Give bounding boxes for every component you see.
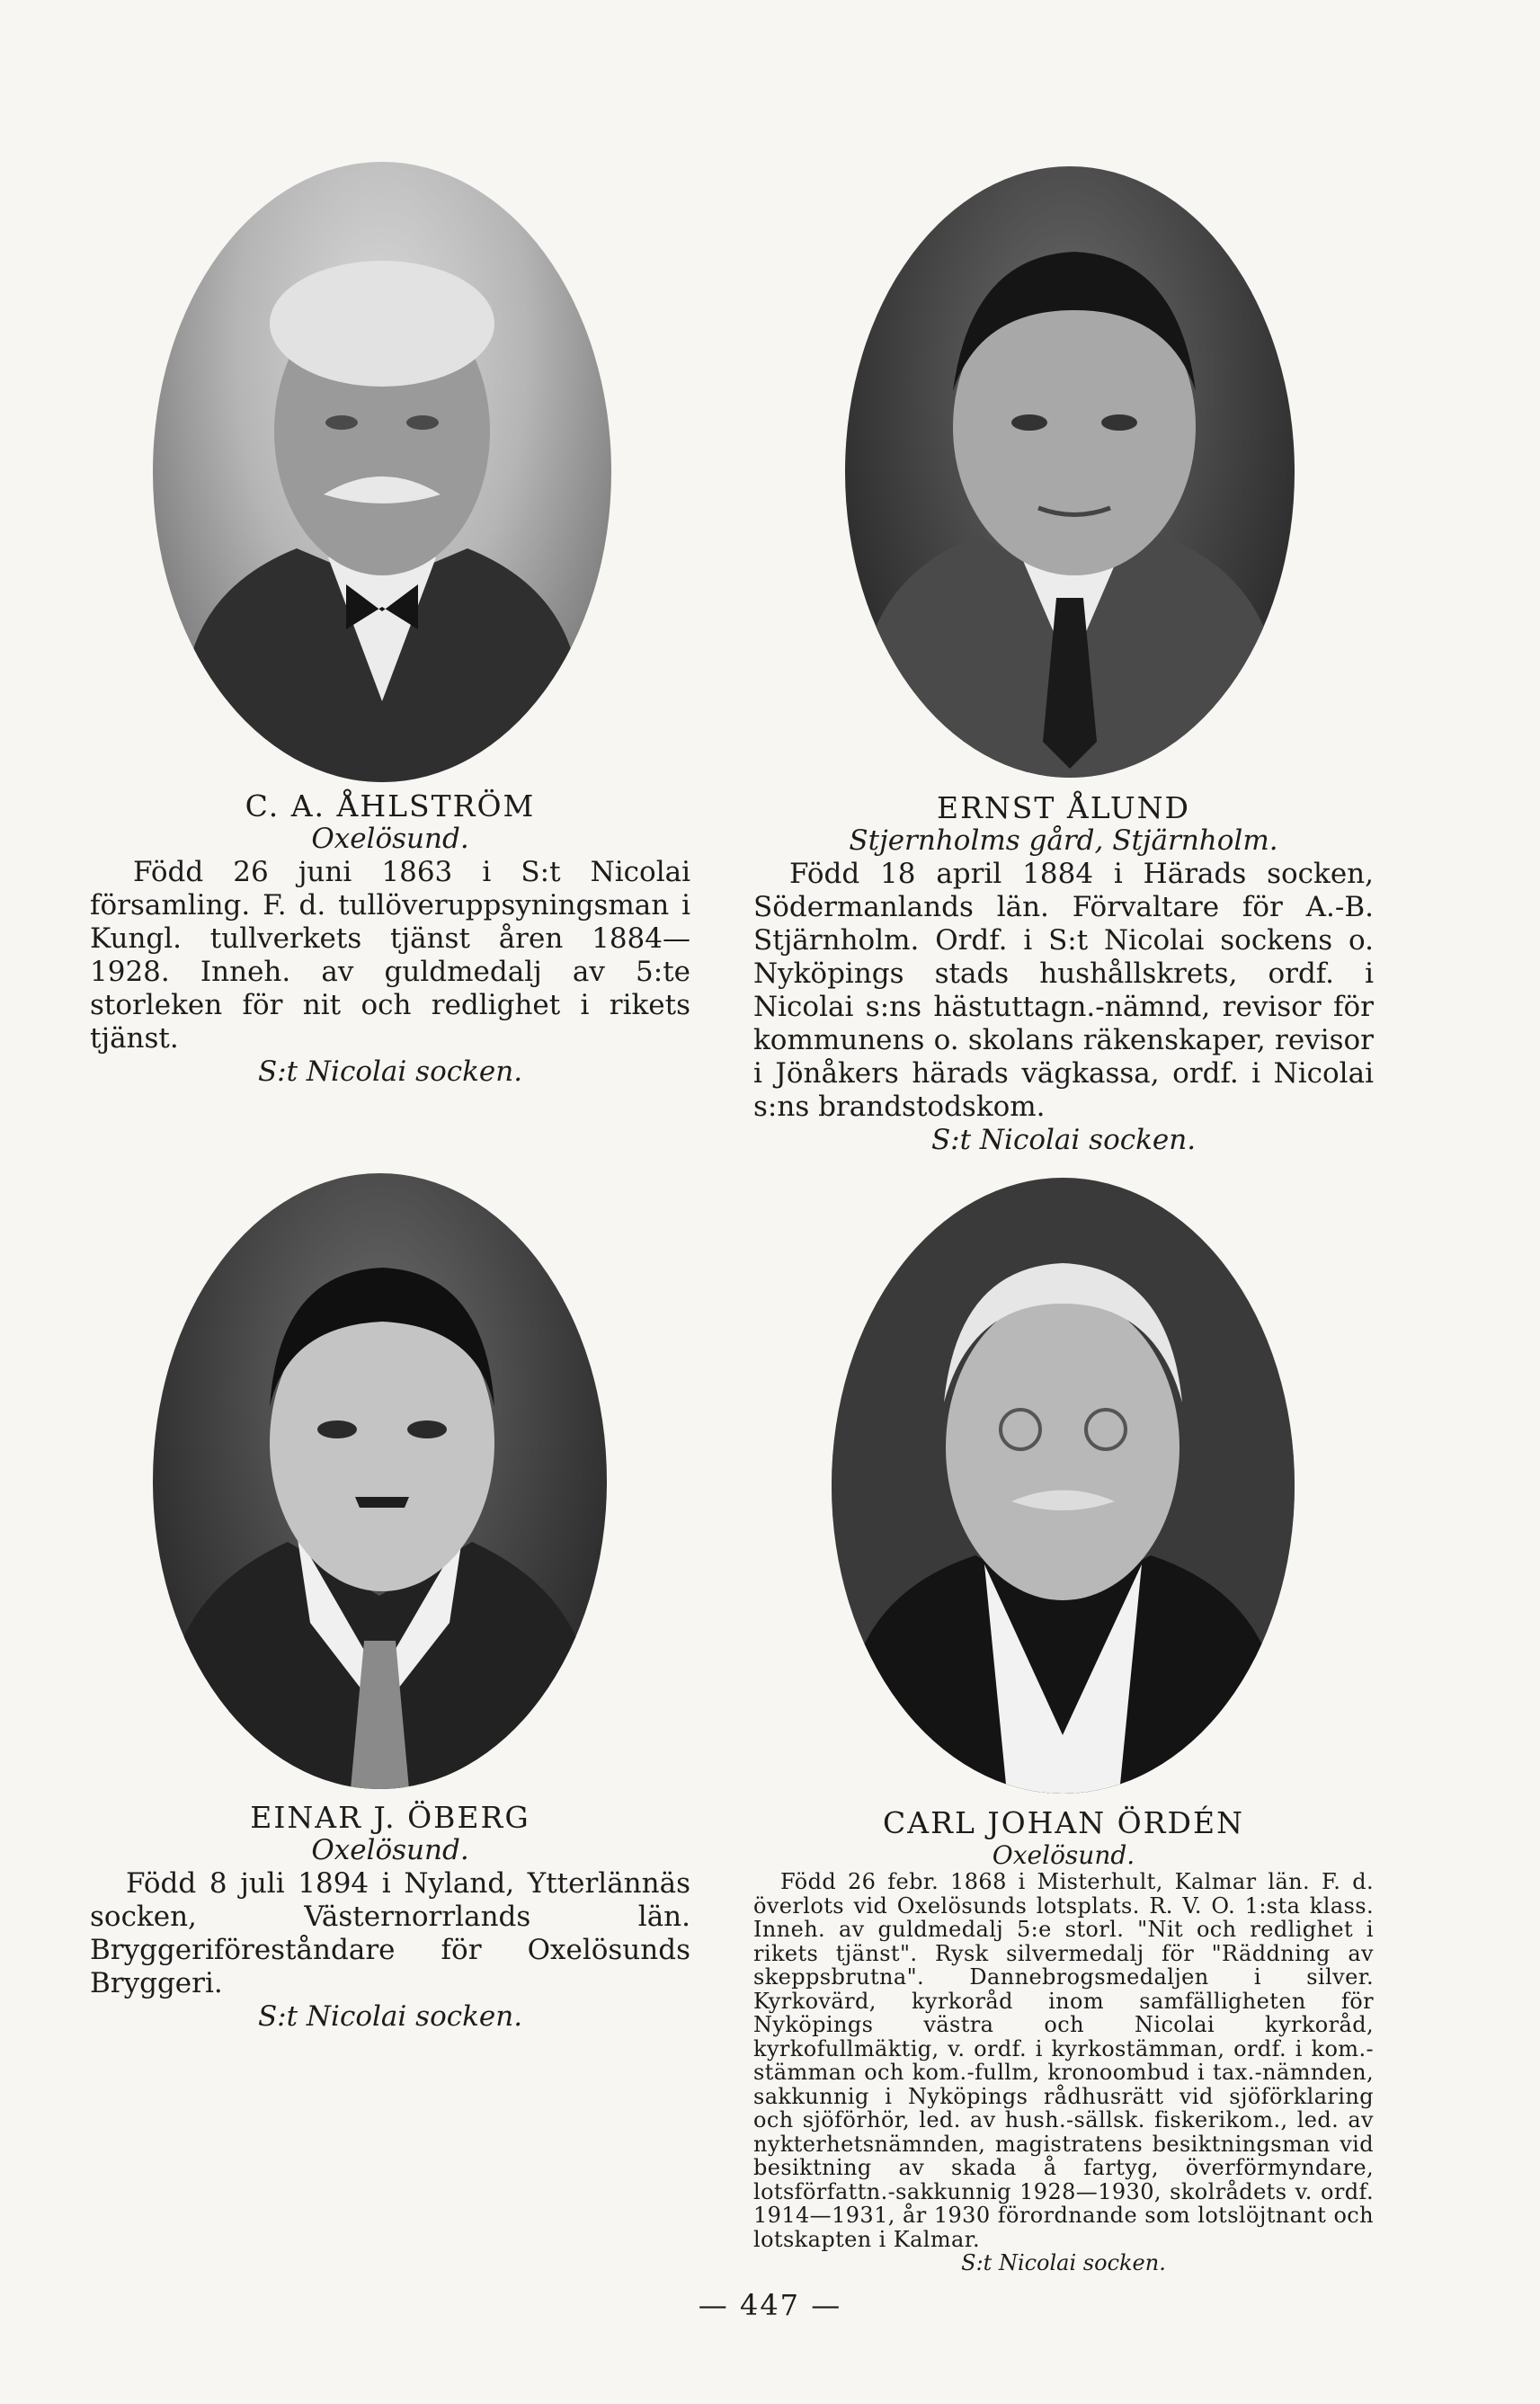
portrait-oberg-photo [153,1173,607,1789]
person-name: EINAR J. ÖBERG [250,1800,530,1835]
portrait-ahlstrom-photo [153,162,611,782]
biography: Född 18 april 1884 i Härads socken, Södermanlands län. Förvaltare för A.-B. Stjärnholm. Ordf. i S:t Nicolai sockens o. Nyköpings stads hushållskrets, ordf. i Nicolai s:ns hästuttagn.-nämnd, revisor för kommunens o. skolans räkenskaper, revisor i Jönåkers härads vägkassa, ordf. i Nicolai s:ns brandstodskom. [753,858,1374,1123]
portrait-orden-photo [832,1178,1295,1794]
entry-ahlstrom [90,789,690,1089]
biography: Född 8 juli 1894 i Nyland, Ytterlännäs socken, Västernorrlands län. Bryggeriföreståndare för Oxelösunds Bryggeri. [90,1867,690,1999]
portrait-alund-photo [845,166,1295,778]
residence: Oxelösund. [311,823,469,855]
residence: Oxelösund. [992,1840,1135,1870]
biography: Född 26 juni 1863 i S:t Nicolai församling. F. d. tullöveruppsyningsman i Kungl. tullverkets tjänst åren 1884—1928. Inneh. av guldmedalj av 5:te storleken för nit och redlighet i rikets tjänst. [90,856,690,1055]
entry-orden [753,1805,1374,2275]
portrait-ahlstrom [153,162,611,782]
person-name: ERNST ÅLUND [936,790,1190,825]
residence: Oxelösund. [311,1834,469,1866]
residence: Stjernholms gård, Stjärnholm. [849,824,1278,857]
parish: S:t Nicolai socken. [961,2250,1166,2275]
entry-oberg [90,1801,690,2034]
person-name: C. A. ÅHLSTRÖM [245,788,536,824]
portrait-oberg [153,1173,607,1789]
portrait-orden [832,1178,1295,1794]
parish: S:t Nicolai socken. [930,1124,1197,1156]
portrait-alund [845,166,1295,778]
biography: Född 26 febr. 1868 i Misterhult, Kalmar län. F. d. överlots vid Oxelösunds lotsplats. R. V. O. 1:sta klass. Inneh. av guldmedalj 5:e storl. "Nit och redlighet i rikets tjänst". Rysk silvermedalj för "Räddning av skeppsbrutna". Dannebrogsmedaljen i silver. Kyrkovärd, kyrkoråd inom samfälligheten för Nyköpings västra och Nicolai kyrkoråd, kyrkofullmäktig, v. ordf. i kyrkostämman, ordf. i kom.-stämman och kom.-fullm, kronoombud i tax.-nämnden, sakkunnig i Nyköpings rådhusrätt vid sjöförklaring och sjöförhör, led. av hush.-sällsk. fiskerikom., led. av nykterhetsnämnden, magistratens besiktningsman vid besiktning av skada å fartyg, överförmyndare, lotsförfattn.-sakkunnig 1928—1930, skolrådets v. ordf. 1914—1931, år 1930 förordnande som lotslöjtnant och lotskapten i Kalmar. [753,1869,1374,2252]
parish: S:t Nicolai socken. [257,1055,523,1088]
person-name: CARL JOHAN ÖRDÉN [883,1805,1244,1840]
page-number: — 447 — [698,2288,842,2322]
entry-alund [753,791,1374,1157]
parish: S:t Nicolai socken. [257,2000,523,2033]
